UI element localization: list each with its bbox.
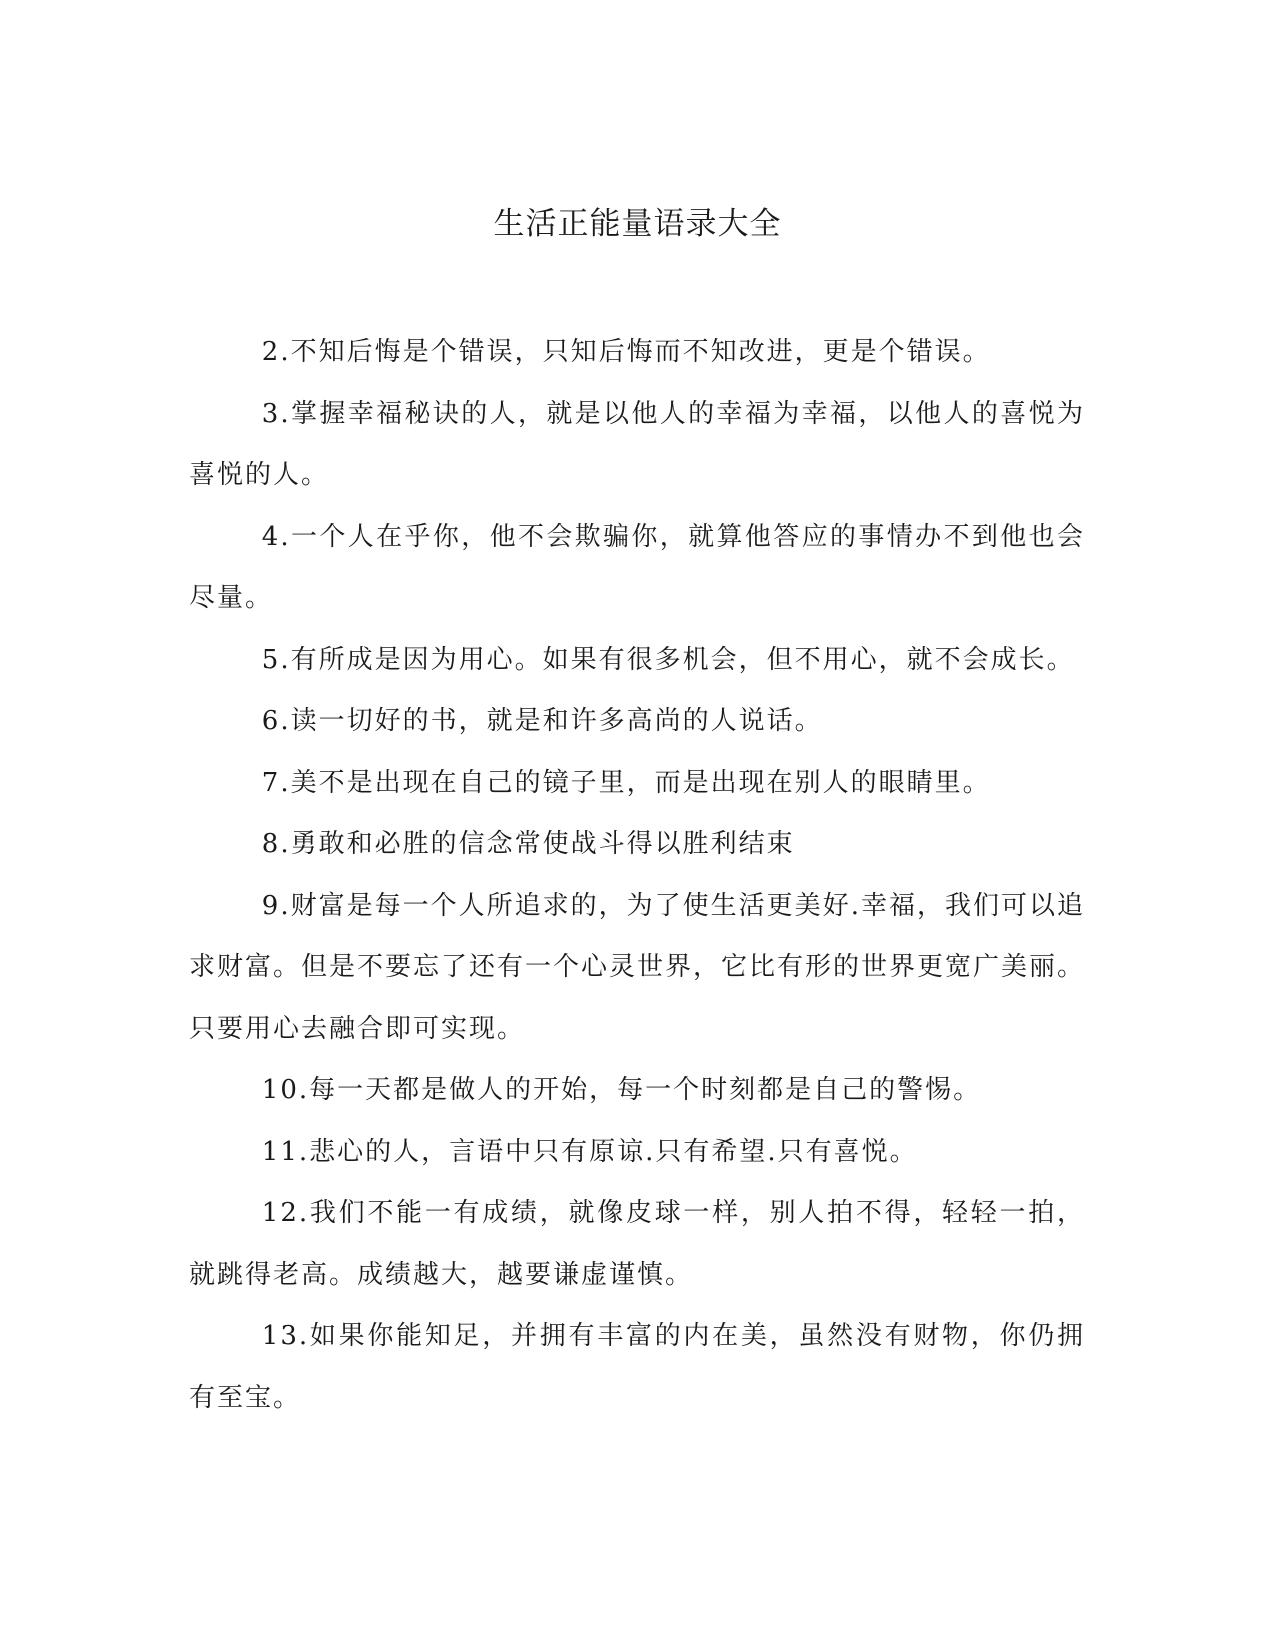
paragraph-2: 2.不知后悔是个错误，只知后悔而不知改进，更是个错误。 — [261, 337, 991, 367]
paragraph-4: 4.一个人在乎你，他不会欺骗你，就算他答应的事情办不到他也会尽量。 — [189, 521, 1085, 613]
paragraph-3: 3.掌握幸福秘诀的人，就是以他人的幸福为幸福，以他人的喜悦为喜悦的人。 — [189, 398, 1085, 490]
paragraph-11: 11.悲心的人，言语中只有原谅.只有希望.只有喜悦。 — [261, 1136, 918, 1167]
paragraph-8: 8.勇敢和必胜的信念常使战斗得以胜利结束 — [261, 829, 795, 859]
paragraph-5: 5.有所成是因为用心。如果有很多机会，但不用心，就不会成长。 — [261, 644, 1075, 675]
page-title: 生活正能量语录大全 — [493, 206, 782, 242]
document-body — [189, 322, 1085, 1429]
paragraph-7: 7.美不是出现在自己的镜子里，而是出现在别人的眼睛里。 — [261, 767, 991, 798]
paragraph-13: 13.如果你能知足，并拥有丰富的内在美，虽然没有财物，你仍拥有至宝。 — [189, 1321, 1085, 1413]
paragraph-9: 9.财富是每一个人所追求的，为了使生活更美好.幸福，我们可以追求财富。但是不要忘了还有一个心灵世界，它比有形的世界更宽广美丽。只要用心去融合即可实现。 — [189, 890, 1086, 1044]
paragraph-6: 6.读一切好的书，就是和许多高尚的人说话。 — [261, 706, 823, 736]
paragraph-12: 12.我们不能一有成绩，就像皮球一样，别人拍不得，轻轻一拍，就跳得老高。成绩越大，越要谦虚谨慎。 — [189, 1198, 1085, 1290]
paragraph-10: 10.每一天都是做人的开始，每一个时刻都是自己的警惕。 — [261, 1075, 982, 1105]
